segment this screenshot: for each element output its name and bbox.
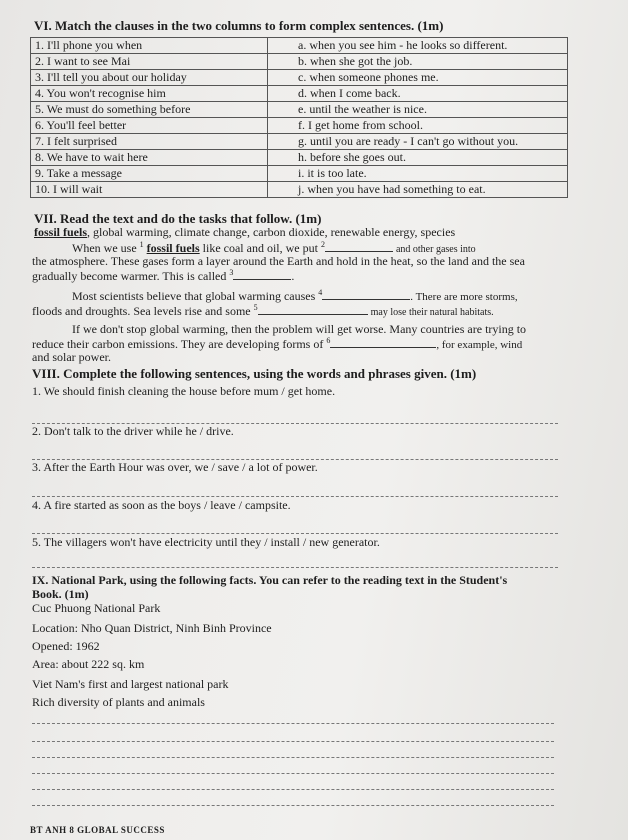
- answer-blank-6[interactable]: [330, 347, 436, 348]
- reading-text: reduce their carbon emissions. They are developing forms of: [32, 337, 324, 351]
- matching-row: [31, 70, 568, 86]
- left-clause: 2. I want to see Mai: [31, 54, 268, 70]
- reading-text: gradually become warmer. This is called: [32, 269, 227, 283]
- reading-line-6: If we don't stop global warming, then the problem will get worse. Many countries are trying to: [72, 322, 527, 336]
- fact-area: Area: about 222 sq. km: [32, 657, 145, 671]
- answer-line-4[interactable]: [32, 532, 558, 534]
- gap-number: 3: [229, 268, 234, 277]
- exercise-item-4: 4. A fire started as soon as the boys / leave / campsite.: [32, 498, 291, 512]
- left-clause: 3. I'll tell you about our holiday: [31, 70, 268, 86]
- reading-line-8: and solar power.: [32, 350, 111, 364]
- left-clause: 9. Take a message: [31, 166, 268, 182]
- fact-opened: Opened: 1962: [32, 639, 100, 653]
- matching-row: [31, 102, 568, 118]
- answer-blank-3[interactable]: [233, 279, 291, 280]
- answer-line-3[interactable]: [32, 495, 558, 497]
- right-clause: e. until the weather is nice.: [268, 102, 568, 118]
- left-clause: 8. We have to wait here: [31, 150, 268, 166]
- word-bank-underlined: fossil fuels: [34, 225, 88, 239]
- matching-row: [31, 182, 568, 198]
- left-clause: 4. You won't recognise him: [31, 86, 268, 102]
- fact-location: Location: Nho Quan District, Ninh Binh Province: [32, 621, 272, 635]
- reading-text: , for example, wind: [436, 339, 523, 351]
- gap-number: 2: [320, 240, 325, 249]
- reading-text: and other gases into: [395, 244, 476, 255]
- answer-blank-2[interactable]: [325, 251, 393, 252]
- matching-row: [31, 86, 568, 102]
- right-clause: i. it is too late.: [268, 166, 568, 182]
- answer-blank-4[interactable]: [322, 299, 410, 300]
- gap-number: 6: [326, 336, 331, 345]
- writing-line-1[interactable]: [32, 722, 554, 724]
- right-clause: a. when you see him - he looks so different.: [268, 38, 568, 54]
- left-clause: 10. I will wait: [31, 182, 268, 198]
- right-clause: f. I get home from school.: [268, 118, 568, 134]
- reading-line-3: gradually become warmer. This is called $^3$ .: [32, 268, 295, 283]
- section7-title: VII. Read the text and do the tasks that follow. (1m): [34, 211, 322, 226]
- answer-blank-5[interactable]: [258, 314, 368, 315]
- left-clause: 7. I felt surprised: [31, 134, 268, 150]
- matching-row: [31, 134, 568, 150]
- writing-line-3[interactable]: [32, 756, 554, 758]
- reading-text: floods and droughts. Sea levels rise and some: [32, 304, 251, 318]
- reading-text: like coal and oil, we put: [202, 241, 318, 255]
- matching-row: [31, 38, 568, 54]
- section8-title: VIII. Complete the following sentences, using the words and phrases given. (1m): [32, 366, 477, 381]
- gap-number: 1: [139, 240, 144, 249]
- section6-title: VI. Match the clauses in the two columns to form complex sentences. (1m): [34, 18, 444, 33]
- section9-title-line1: IX. National Park, using the following facts. You can refer to the reading text in the Student's: [32, 573, 508, 587]
- reading-text: Most scientists believe that global warming causes: [72, 289, 316, 303]
- word-bank: [34, 225, 455, 240]
- writing-line-6[interactable]: [32, 804, 554, 806]
- matching-row: [31, 54, 568, 70]
- reading-term: fossil fuels: [146, 241, 200, 255]
- fact-park-name: Cuc Phuong National Park: [32, 601, 161, 615]
- writing-line-4[interactable]: [32, 772, 554, 774]
- reading-line-2: the atmosphere. These gases form a layer around the Earth and hold in the heat, so the land and the sea: [32, 254, 525, 268]
- right-clause: h. before she goes out.: [268, 150, 568, 166]
- exercise-item-3: 3. After the Earth Hour was over, we / save / a lot of power.: [32, 460, 318, 474]
- answer-line-5[interactable]: [32, 566, 558, 568]
- word-bank-rest: , global warming, climate change, carbon dioxide, renewable energy, species: [87, 225, 456, 239]
- reading-text: When we use: [72, 241, 137, 255]
- writing-line-2[interactable]: [32, 740, 554, 742]
- right-clause: b. when she got the job.: [268, 54, 568, 70]
- reading-line-5: [32, 303, 494, 319]
- left-clause: 6. You'll feel better: [31, 118, 268, 134]
- gap-number: 4: [318, 288, 323, 297]
- right-clause: c. when someone phones me.: [268, 70, 568, 86]
- fact-diversity: Rich diversity of plants and animals: [32, 695, 205, 709]
- reading-text: . There are more storms,: [410, 291, 518, 303]
- writing-line-5[interactable]: [32, 788, 554, 790]
- left-clause: 1. I'll phone you when: [31, 38, 268, 54]
- gap-number: 5: [253, 303, 258, 312]
- fact-first-largest: Viet Nam's first and largest national park: [32, 677, 229, 691]
- matching-row: [31, 166, 568, 182]
- matching-row: [31, 150, 568, 166]
- matching-row: [31, 118, 568, 134]
- exercise-item-5: 5. The villagers won't have electricity until they / install / new generator.: [32, 535, 380, 549]
- right-clause: g. until you are ready - I can't go without you.: [268, 134, 568, 150]
- right-clause: d. when I come back.: [268, 86, 568, 102]
- exercise-item-1: 1. We should finish cleaning the house before mum / get home.: [32, 384, 336, 398]
- exercise-item-2: 2. Don't talk to the driver while he / drive.: [32, 424, 234, 438]
- left-clause: 5. We must do something before: [31, 102, 268, 118]
- right-clause: j. when you have had something to eat.: [268, 182, 568, 198]
- matching-table: [30, 37, 568, 198]
- reading-text: may lose their natural habitats.: [370, 307, 494, 318]
- reading-line-4: [72, 288, 518, 304]
- footer-label: BT ANH 8 GLOBAL SUCCESS: [30, 825, 165, 835]
- section9-title-line2: Book. (1m): [32, 587, 89, 601]
